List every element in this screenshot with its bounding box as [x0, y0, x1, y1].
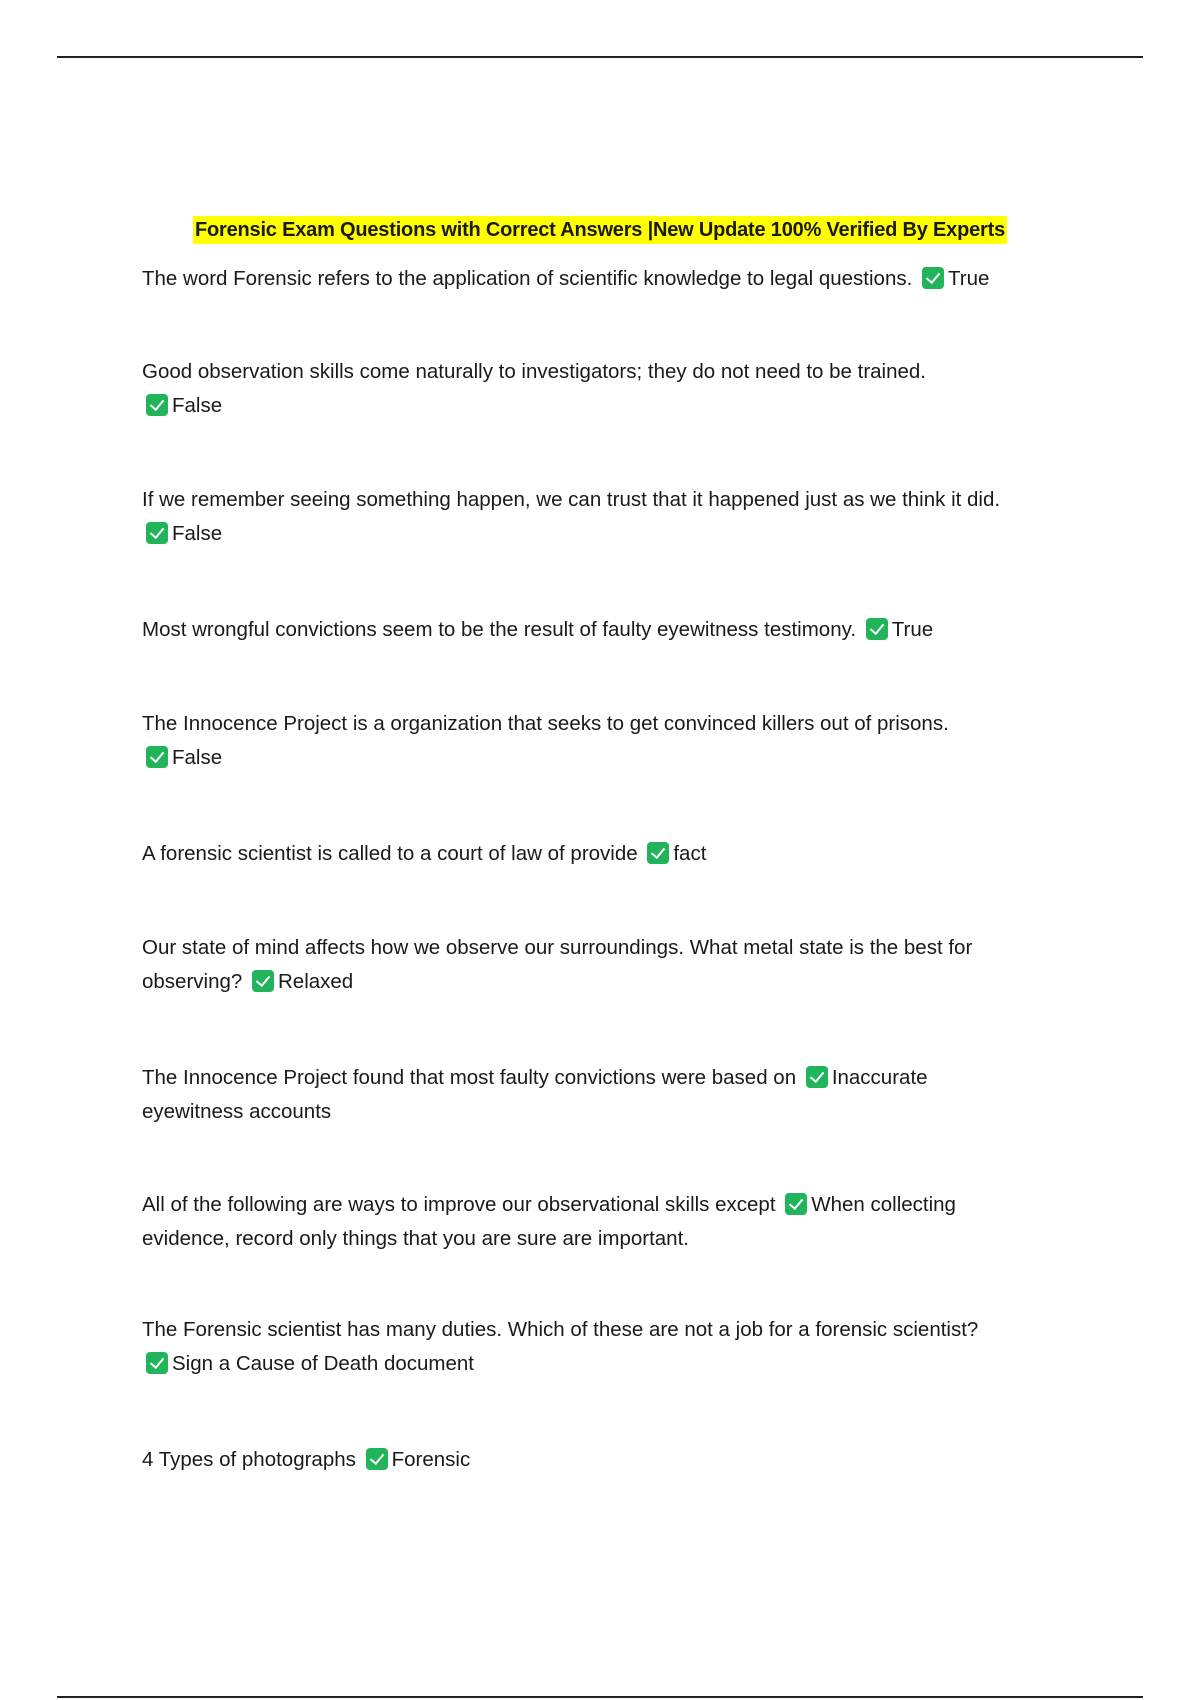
- answer-text: When collecting evidence, record only things that you are sure are important.: [142, 1193, 956, 1250]
- footer-rule: [57, 1696, 1143, 1698]
- answer-text: False: [172, 394, 223, 417]
- qa-item: [142, 1188, 1042, 1256]
- answer-text: Inaccurate eyewitness accounts: [142, 1066, 928, 1123]
- question-text: 4 Types of photographs: [142, 1448, 356, 1471]
- header-rule: [57, 56, 1143, 58]
- check-icon: [922, 267, 944, 289]
- question-text: Good observation skills come naturally to investigators; they do not need to be trained.: [142, 360, 927, 383]
- answer-text: fact: [673, 842, 707, 865]
- check-icon: [146, 394, 168, 416]
- question-text: All of the following are ways to improve our observational skills except: [142, 1193, 776, 1216]
- qa-item: [142, 707, 1072, 775]
- check-icon: [366, 1448, 388, 1470]
- qa-item: [142, 931, 1042, 999]
- answer-text: False: [172, 522, 223, 545]
- question-text: The word Forensic refers to the application of scientific knowledge to legal questions.: [142, 267, 913, 290]
- title-container: [0, 216, 1200, 244]
- check-icon: [647, 842, 669, 864]
- answer-text: Relaxed: [278, 970, 354, 993]
- question-text: Most wrongful convictions seem to be the result of faulty eyewitness testimony.: [142, 618, 857, 641]
- check-icon: [806, 1066, 828, 1088]
- check-icon: [146, 746, 168, 768]
- answer-text: Forensic: [391, 1448, 471, 1471]
- qa-item: [142, 613, 1072, 647]
- question-text: A forensic scientist is called to a court of law of provide: [142, 842, 638, 865]
- check-icon: [252, 970, 274, 992]
- qa-item: [142, 1313, 1072, 1381]
- qa-item: [142, 483, 1072, 551]
- question-text: The Forensic scientist has many duties. Which of these are not a job for a forensic scientist?: [142, 1318, 979, 1341]
- question-text: If we remember seeing something happen, we can trust that it happened just as we think it did.: [142, 488, 1001, 511]
- qa-item: [142, 1443, 1072, 1477]
- check-icon: [146, 1352, 168, 1374]
- qa-item: [142, 1061, 1022, 1129]
- document-title: Forensic Exam Questions with Correct Answers |New Update 100% Verified By Experts: [193, 216, 1007, 244]
- question-text: The Innocence Project found that most faulty convictions were based on: [142, 1066, 797, 1089]
- question-text: The Innocence Project is a organization that seeks to get convinced killers out of prisons.: [142, 712, 949, 735]
- qa-item: [142, 355, 1072, 423]
- qa-item: [142, 262, 1072, 296]
- qa-item: [142, 837, 1072, 871]
- check-icon: [785, 1193, 807, 1215]
- answer-text: True: [891, 618, 934, 641]
- check-icon: [146, 522, 168, 544]
- answer-text: False: [172, 746, 223, 769]
- answer-text: True: [948, 267, 990, 290]
- check-icon: [866, 618, 888, 640]
- question-text: Our state of mind affects how we observe our surroundings. What metal state is the best for observing?: [142, 936, 973, 993]
- answer-text: Sign a Cause of Death document: [172, 1352, 474, 1375]
